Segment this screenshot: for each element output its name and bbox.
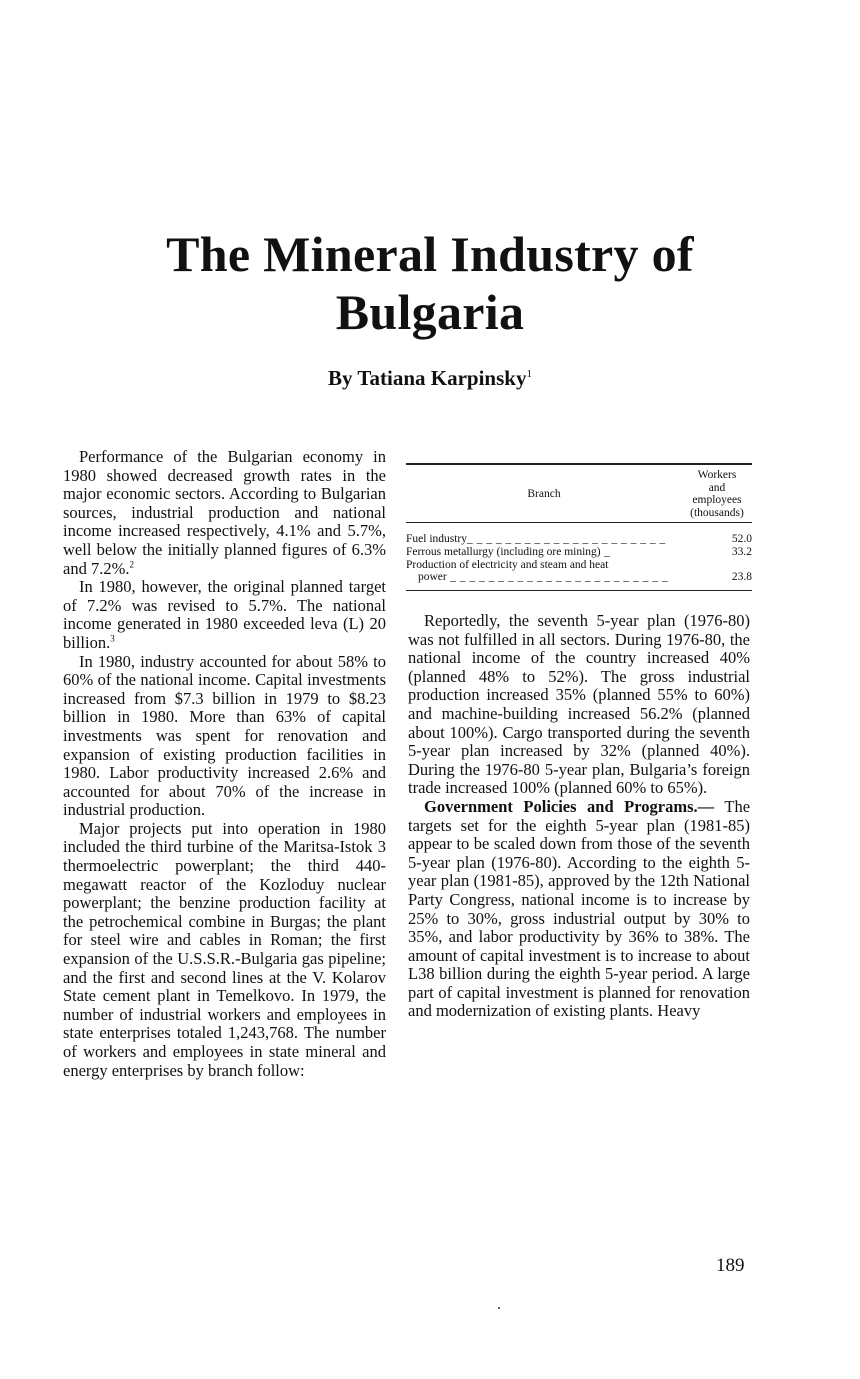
table-row xyxy=(406,546,752,559)
header-branch: Branch xyxy=(527,487,561,500)
table-row xyxy=(406,559,752,584)
page-number: 189 xyxy=(716,1255,745,1276)
table-body xyxy=(406,523,752,583)
paragraph xyxy=(63,578,386,652)
paragraph xyxy=(408,798,750,1021)
table-bottom-rule xyxy=(406,590,752,591)
row-name-continued: power xyxy=(418,571,447,584)
paragraph: Major projects put into operation in 1980 included the third turbine of the Maritsa-Istok 3 thermoelectric powerplant; the third 440-megawatt reactor of the Kozloduy nuclear powerplant; the benzine production facility at the petrochemical combine in Burgas; the plant for steel wire and cables in Roman; the first expansion of the U.S.S.R.-Bulgaria gas pipeline; and the first and second lines at the V. Kolarov State cement plant in Temelkovo. In 1979, the number of industrial workers and employees in state enterprises totaled 1,243,768. The number of workers and employees in state mineral and energy enterprises by branch follow: xyxy=(63,818,386,1080)
leader-dots: _ _ _ _ _ _ _ _ _ _ _ _ _ _ _ _ _ _ _ _ _ _ _ xyxy=(446,571,669,584)
paragraph-text: The targets set for the eighth 5-year plan (1981-85) appear to be scaled down from those of the seventh 5-year plan (1976-80). According to the eighth 5-year plan (1981-85), approved by the 12th National Party Congress, national income is to increase by 25% to 30%, gross industrial output by 30% to 35%, and labor productivity by 36% to 38%. The amount of capital investment is to increase to about L38 billion during the eighth 5-year period. A large part of capital investment is planned for renovation and modernization of existing plants. Heavy xyxy=(408,796,751,1021)
right-column xyxy=(408,612,750,1021)
row-name: Production of electricity and steam and heat xyxy=(406,558,609,571)
paragraph: In 1980, industry accounted for about 58% to 60% of the national income. Capital investments increased from $7.3 billion in 1979 to $8.23 billion in 1980. More than 63% of capital investments was spent for renovation and expansion of existing production facilities in 1980. Labor productivity increased 2.6% and accounted for about 70% of the increase in industrial production. xyxy=(63,651,386,820)
row-value: 52.0 xyxy=(731,533,752,546)
header-workers xyxy=(682,469,752,519)
leader-dots: _ xyxy=(600,545,611,558)
title-line-2: Bulgaria xyxy=(335,284,525,340)
workers-table xyxy=(406,463,752,591)
header-workers-line: and xyxy=(708,481,726,494)
header-workers-line: Workers xyxy=(697,469,737,481)
row-value: 23.8 xyxy=(731,571,752,584)
left-column xyxy=(63,448,386,1080)
paragraph: Reportedly, the seventh 5-year plan (1976-80) was not fulfilled in all sectors. During 1976-80, the national income of the country increased 40% (planned 48% to 52%). The gross industrial production increased 35% (planned 55% to 60%) and machine-building increased 56.2% (planned about 100%). Cargo transported during the seventh 5-year plan increased by 32% (planned 40%). During the 1976-80 5-year plan, Bulgaria’s foreign trade increased 100% (planned 60% to 65%). xyxy=(408,611,750,798)
author-footnote-marker: 1 xyxy=(526,368,532,380)
paragraph-text: Performance of the Bulgarian economy in 1980 showed decreased growth rates in the major economic sectors. According to Bulgarian sources, industrial production and national income increased respectively, 4.1% and 5.7%, well below the initially planned figures of 6.3% and 7.2%. xyxy=(63,447,386,578)
footnote-marker: 3 xyxy=(110,633,115,644)
footnote-marker: 2 xyxy=(129,559,134,570)
paragraph-text: In 1980, however, the original planned target of 7.2% was revised to 5.7%. The national income generated in 1980 exceeded leva (L) 20 billion. xyxy=(63,577,386,652)
paragraph xyxy=(63,448,386,578)
row-name: Fuel industry xyxy=(406,533,468,546)
header-workers-line: (thousands) xyxy=(690,506,744,519)
article-title xyxy=(60,225,800,341)
author-name: By Tatiana Karpinsky xyxy=(328,366,527,390)
row-value: 33.2 xyxy=(731,545,752,558)
table-header xyxy=(406,465,752,522)
title-line-1: The Mineral Industry of xyxy=(166,226,694,282)
leader-dots: _ _ _ _ _ _ _ _ _ _ _ _ _ _ _ _ _ _ _ _ _ xyxy=(467,533,666,546)
table-row xyxy=(406,533,752,546)
header-workers-line: employees xyxy=(692,494,742,507)
scan-speck xyxy=(498,1307,500,1309)
row-name: Ferrous metallurgy (including ore mining) xyxy=(406,545,601,558)
section-heading: Government Policies and Programs.— xyxy=(424,796,715,816)
author-byline xyxy=(0,366,860,391)
